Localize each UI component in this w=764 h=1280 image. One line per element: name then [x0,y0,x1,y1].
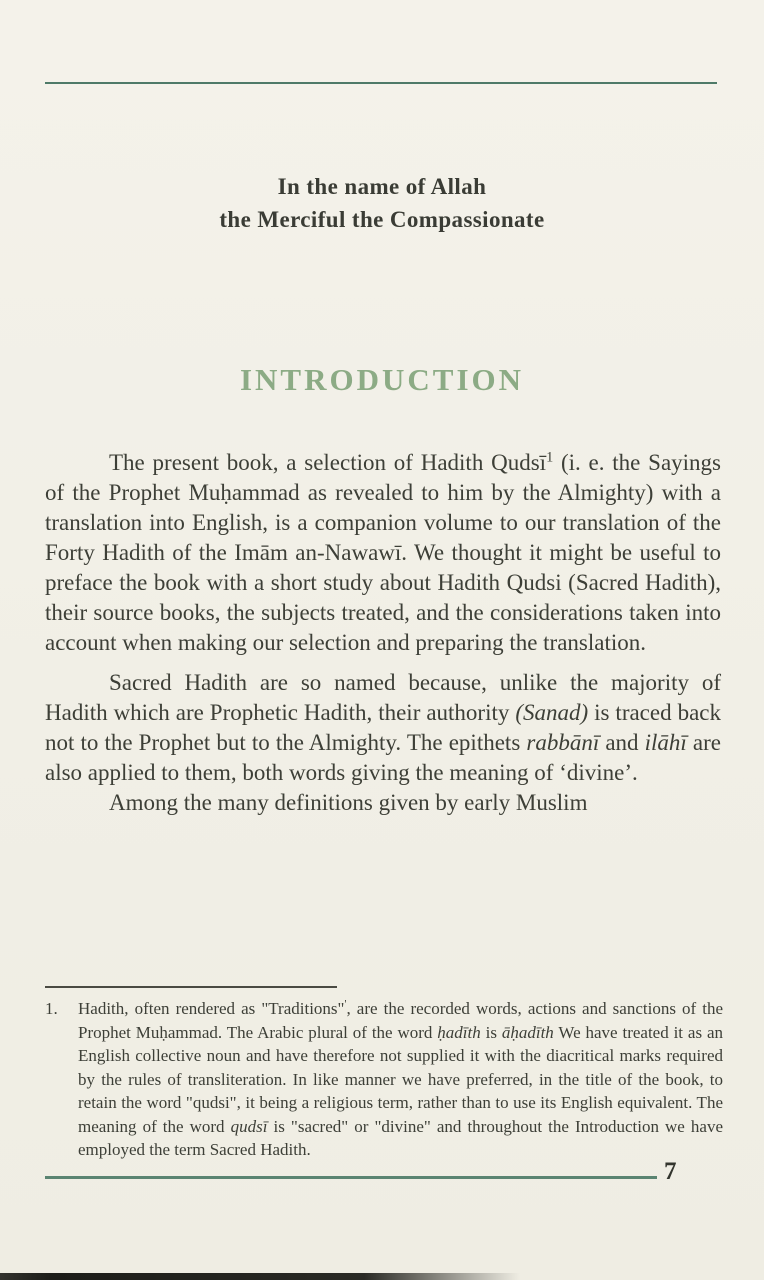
footnote-1 [45,997,723,1162]
paragraph-2-text-cont: is traced back not to the Prophet but to the Almighty. The epithets [45,700,721,755]
italic-term-sanad: (Sanad) [515,700,589,725]
paragraph-2-text-cont-3: are also applied to them, both words giving the meaning of ‘divine’. [45,730,721,785]
footnote-text-seg-3: is [480,1022,502,1042]
footnote-text-seg-1: Hadith, often rendered as "Traditions" [78,999,345,1018]
chapter-heading: INTRODUCTION [239,362,525,397]
footnote-text-seg-5: is "sacred" or "divine" and throughout the Introduction we have employed the term Sacred Hadith. [78,1116,723,1159]
bismillah-line-2: the Merciful the Compassionate [219,207,545,232]
bismillah-line-1: In the name of Allah [277,174,487,199]
scan-edge-artifact [0,1273,520,1280]
page-number: 7 [664,1158,677,1185]
italic-term-ahadith: āḥadīth [501,1022,554,1042]
footnote-marker: 1. [45,999,58,1018]
top-rule [45,82,717,84]
footnote-text [78,997,723,1162]
paragraph-3-text: Among the many definitions given by early Muslim [109,790,588,815]
paragraph-3 [45,788,721,818]
paragraph-2-text-cont-2: and [599,730,645,755]
paragraph-1 [45,448,721,658]
paragraph-1-text: The present book, a selection of Hadith Qudsī [109,450,547,475]
footnote-text-seg-2: , are the recorded words, actions and sanctions of the Prophet Muḥammad. The Arabic plural of the word [78,999,723,1042]
paragraph-2-text: Sacred Hadith are so named because, unlike the majority of Hadith which are Prophetic Hadith, their authority [45,670,721,725]
italic-term-qudsi: qudsī [230,1116,268,1136]
italic-term-hadith: ḥadīth [437,1022,481,1042]
italic-term-ilahi: ilāhī [644,730,687,755]
footnote-reference-1: 1 [546,449,554,466]
paragraph-2 [45,668,721,788]
paragraph-1-text-cont: (i. e. the Sayings of the Prophet Muḥammad as revealed to him by the Almighty) with a translation into English, is a companion volume to our translation of the Forty Hadith of the Imām an-Nawawī. We thought it might be useful to preface the book with a short study about Hadith Qudsi (Sacred Hadith), their source books, the subjects treated, and the considerations taken into account when making our selection and preparing the translation. [45,450,722,655]
italic-term-rabbani: rabbānī [526,730,600,755]
bottom-rule [45,1176,657,1179]
body-text [45,448,721,818]
footnote-text-seg-4: We have treated it as an English collective noun and have therefore not supplied it with the diacritical marks required by the rules of transliteration. In like manner we have preferred, in the title of the book, to retain the word "qudsi", it being a religious term, rather than to use its English equivalent. The meaning of the word [78,1022,724,1136]
footnote-prime-mark: ' [344,998,347,1011]
footnote-separator-rule [45,986,337,988]
bismillah [0,170,764,236]
